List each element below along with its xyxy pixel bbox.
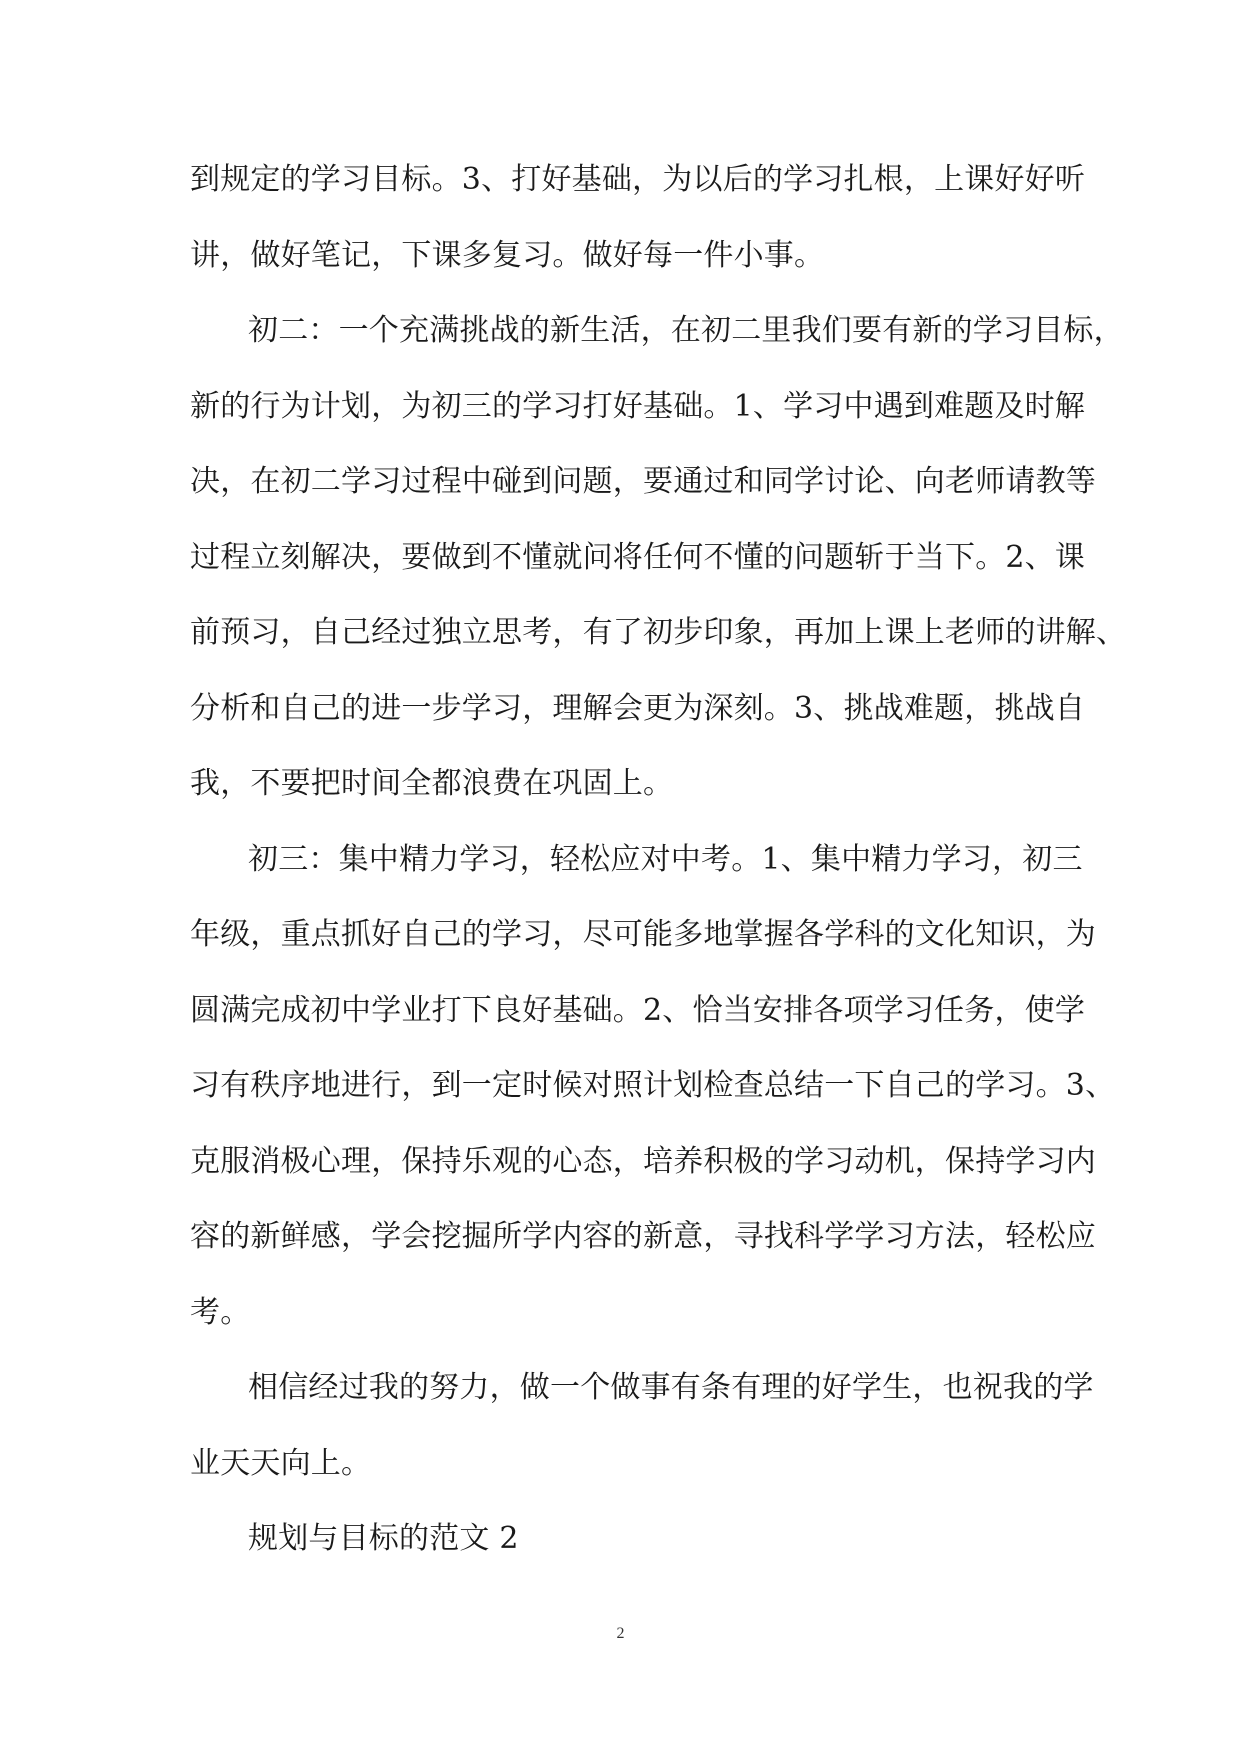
text-line: 克服消极心理，保持乐观的心态，培养积极的学习动机，保持学习内 bbox=[190, 1143, 1096, 1179]
text-line: 业天天向上。 bbox=[190, 1445, 372, 1481]
text-line: 容的新鲜感，学会挖掘所学内容的新意，寻找科学学习方法，轻松应 bbox=[190, 1219, 1096, 1254]
section-heading: 规划与目标的范文 2 bbox=[248, 1521, 519, 1556]
page-number: 2 bbox=[616, 1625, 625, 1642]
text-line: 前预习，自己经过独立思考，有了初步印象，再加上课上老师的讲解、 bbox=[190, 615, 1127, 650]
text-line: 年级，重点抓好自己的学习，尽可能多地掌握各学科的文化知识，为 bbox=[190, 917, 1096, 952]
text-line: 新的行为计划，为初三的学习打好基础。1、学习中遇到难题及时解 bbox=[190, 388, 1086, 424]
paragraph-start-line: 初三：集中精力学习，轻松应对中考。1、集中精力学习，初三 bbox=[248, 841, 1083, 877]
text-line: 讲，做好笔记，下课多复习。做好每一件小事。 bbox=[190, 237, 825, 273]
text-line: 分析和自己的进一步学习，理解会更为深刻。3、挑战难题，挑战自 bbox=[190, 690, 1086, 726]
text-line: 我，不要把时间全都浪费在巩固上。 bbox=[190, 766, 674, 801]
paragraph-start-line: 初二：一个充满挑战的新生活，在初二里我们要有新的学习目标， bbox=[248, 313, 1124, 348]
text-line: 圆满完成初中学业打下良好基础。2、恰当安排各项学习任务，使学 bbox=[190, 992, 1086, 1028]
text-line: 决，在初二学习过程中碰到问题，要通过和同学讨论、向老师请教等 bbox=[190, 464, 1096, 499]
text-line: 到规定的学习目标。3、打好基础，为以后的学习扎根，上课好好听 bbox=[190, 162, 1086, 197]
text-line: 考。 bbox=[190, 1294, 251, 1330]
paragraph-start-line: 相信经过我的努力，做一个做事有条有理的好学生，也祝我的学 bbox=[248, 1370, 1094, 1405]
body-text bbox=[190, 142, 1127, 1577]
text-line: 习有秩序地进行，到一定时候对照计划检查总结一下自己的学习。3、 bbox=[190, 1068, 1116, 1103]
text-line: 过程立刻解决，要做到不懂就问将任何不懂的问题斩于当下。2、课 bbox=[190, 539, 1086, 575]
